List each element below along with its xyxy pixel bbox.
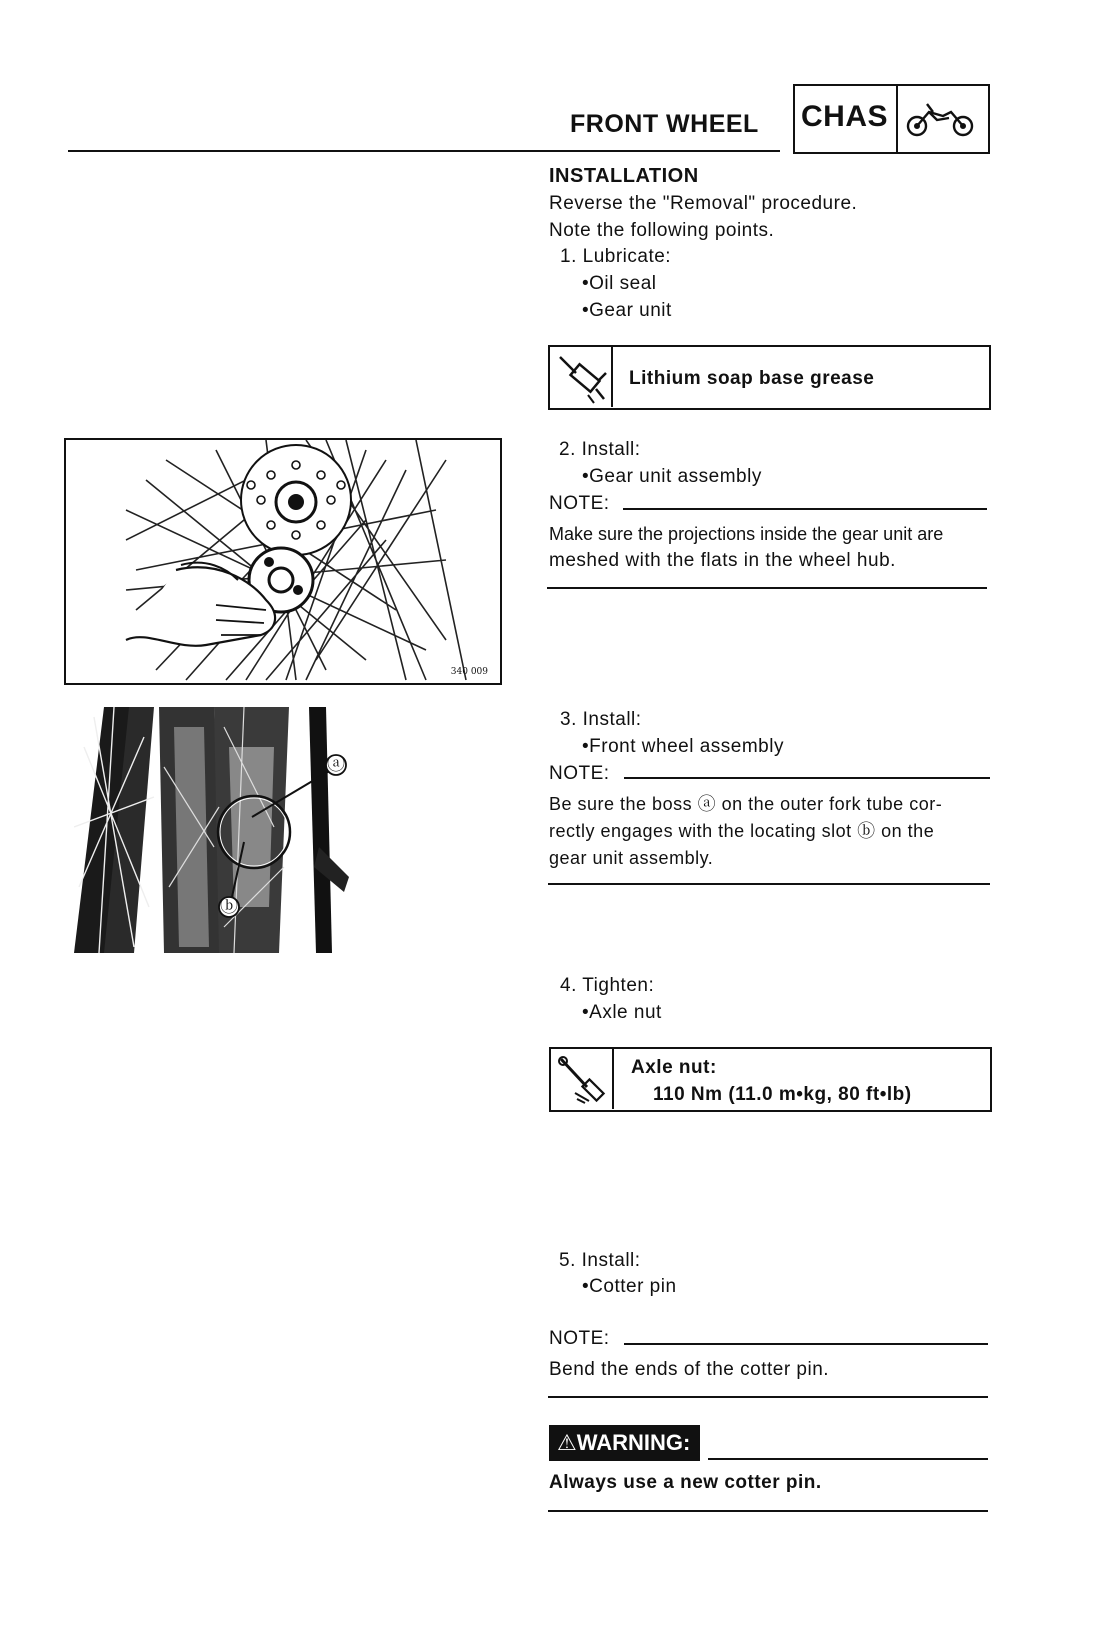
- step2-end-rule: [547, 587, 987, 589]
- torque-spec-title: Axle nut:: [631, 1057, 717, 1078]
- installation-intro-1: Reverse the "Removal" procedure.: [549, 193, 858, 214]
- callout-b: ⓑ: [220, 896, 238, 916]
- grease-gun-icon: [554, 351, 608, 405]
- step5-end-rule: [548, 1396, 988, 1398]
- step1-bullet-1: •Oil seal: [582, 273, 657, 294]
- step5-note-label: NOTE:: [549, 1328, 610, 1349]
- motorcycle-icon: [903, 100, 981, 140]
- figure-fork-photo: [74, 707, 354, 953]
- header-rule: [68, 150, 780, 152]
- step3-end-rule: [548, 883, 990, 885]
- grease-spec-divider: [611, 347, 613, 407]
- step1-bullet-2: •Gear unit: [582, 300, 672, 321]
- page-title: FRONT WHEEL: [570, 110, 759, 138]
- step2-note-line-2: meshed with the flats in the wheel hub.: [549, 550, 896, 571]
- step3-note-line-3: gear unit assembly.: [549, 848, 714, 868]
- fork-photo-illustration: [74, 707, 354, 953]
- step5-note-line-1: Bend the ends of the cotter pin.: [549, 1359, 830, 1380]
- section-badge: [793, 84, 990, 154]
- warning-rule: [708, 1458, 988, 1460]
- figure1-code: 340 009: [450, 667, 488, 677]
- grease-spec-text: Lithium soap base grease: [629, 368, 875, 389]
- step5-note-rule: [624, 1343, 988, 1345]
- step2-label: 2. Install:: [559, 439, 641, 460]
- step2-note-line-1: Make sure the projections inside the gear unit are: [549, 524, 944, 544]
- step4-bullet-1: •Axle nut: [582, 1002, 662, 1023]
- step1-label: 1. Lubricate:: [560, 246, 672, 267]
- warning-end-rule: [548, 1510, 988, 1512]
- warning-text: Always use a new cotter pin.: [549, 1472, 822, 1493]
- step5-bullet-1: •Cotter pin: [582, 1276, 677, 1297]
- step3-bullet-1: •Front wheel assembly: [582, 736, 784, 757]
- step2-note-label: NOTE:: [549, 493, 610, 514]
- step2-note-rule: [623, 508, 987, 510]
- step3-note-line-2: rectly engages with the locating slot ⓑ on the: [549, 821, 935, 841]
- step3-label: 3. Install:: [560, 709, 642, 730]
- torque-spec-value: 110 Nm (11.0 m•kg, 80 ft•lb): [653, 1084, 912, 1105]
- section-divider: [896, 86, 898, 152]
- grease-spec-box: [548, 345, 991, 410]
- step3-note-label: NOTE:: [549, 763, 610, 784]
- section-label: CHAS: [801, 100, 889, 133]
- warning-badge: ⚠WARNING:: [549, 1425, 700, 1461]
- step3-note-line-1: Be sure the boss ⓐ on the outer fork tube cor-: [549, 794, 943, 814]
- installation-heading: INSTALLATION: [549, 165, 699, 187]
- callout-a: ⓐ: [327, 754, 345, 774]
- torque-wrench-icon: [555, 1053, 609, 1107]
- torque-spec-box: [549, 1047, 992, 1112]
- step4-label: 4. Tighten:: [560, 975, 655, 996]
- step3-note-rule: [624, 777, 990, 779]
- torque-spec-divider: [612, 1049, 614, 1109]
- wheel-hub-illustration: [66, 440, 500, 683]
- figure-gear-unit: [64, 438, 502, 685]
- step5-label: 5. Install:: [559, 1250, 641, 1271]
- step2-bullet-1: •Gear unit assembly: [582, 466, 762, 487]
- installation-intro-2: Note the following points.: [549, 220, 775, 241]
